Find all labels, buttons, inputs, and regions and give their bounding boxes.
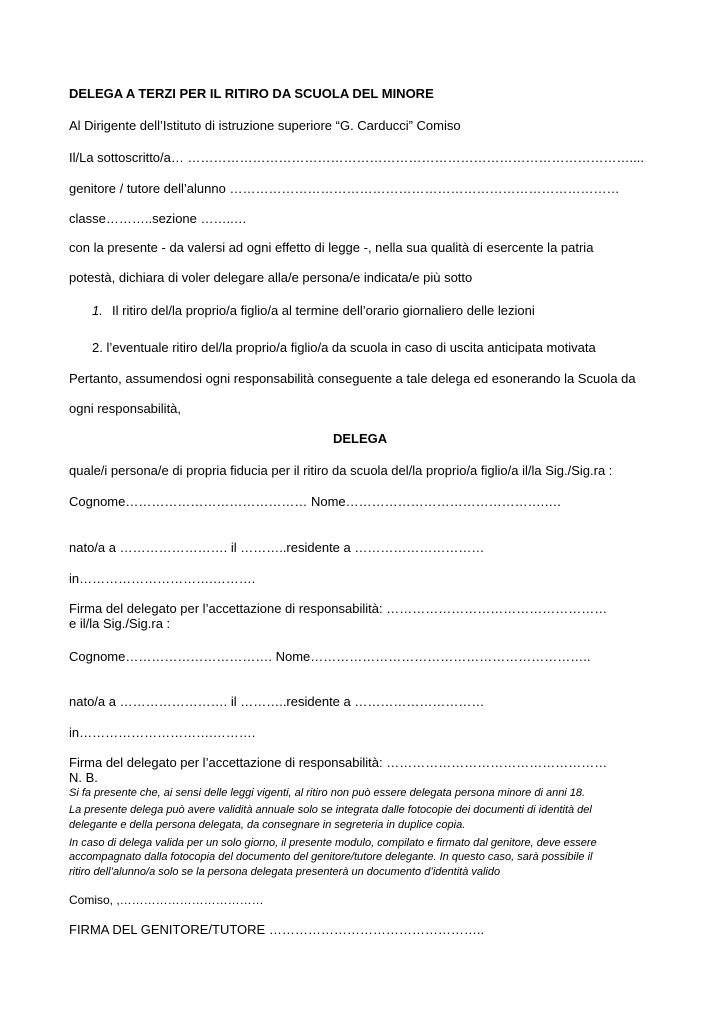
parent-signature-line: FIRMA DEL GENITORE/TUTORE ………………………………………….. [69, 922, 485, 937]
undersigned-line: Il/La sottoscritto/a… ………………………………………………………………………………………….... [69, 150, 644, 165]
place-date-line: Comiso, ,……………………………… [69, 893, 264, 907]
and-person-line: e il/la Sig./Sig.ra : [69, 616, 171, 631]
person1-name-line: Cognome…………………………………… Nome……………………………………….…. [69, 494, 561, 509]
nb-label: N. B. [69, 770, 98, 785]
item-1-text: Il ritiro del/la proprio/a figlio/a al termine dell’orario giornaliero delle lezioni [112, 303, 535, 318]
trusted-persons-line: quale/i persona/e di propria fiducia per il ritiro da scuola del/la proprio/a figlio/a il/la Sig./Sig.ra : [69, 463, 613, 478]
note-line: Si fa presente che, ai sensi delle leggi vigenti, al ritiro non può essere delegata persona minore di anni 18. [69, 787, 586, 799]
note-line: La presente delega può avere validità annuale solo se integrata dalle fotocopie dei documenti di identità del [69, 804, 592, 816]
note-line: In caso di delega valida per un solo giorno, il presente modulo, compilato e firmato dal genitore, deve essere [69, 837, 597, 849]
delega-heading: DELEGA [333, 431, 388, 446]
person2-signature-line: Firma del delegato per l’accettazione di responsabilità: …………………………………………… [69, 755, 608, 770]
note-line: delegante e della persona delegata, da consegnare in segreteria in duplice copia. [69, 819, 466, 831]
intro-line-1: con la presente - da valersi ad ogni effetto di legge -, nella sua qualità di esercente la patria [69, 240, 594, 255]
document-title: DELEGA A TERZI PER IL RITIRO DA SCUOLA DEL MINORE [69, 86, 434, 101]
parent-line: genitore / tutore dell’alunno ……………………………………………………………………………… [69, 181, 620, 196]
item-1-number: 1. [92, 303, 103, 318]
person2-birth-line: nato/a a ……………………. il ………..residente a ………………………… [69, 694, 485, 709]
therefore-line-1: Pertanto, assumendosi ogni responsabilità conseguente a tale delega ed esonerando la Scuola da [69, 371, 636, 386]
note-line: accompagnato dalla fotocopia del documento del genitore/tutore delegante. In questo caso, sarà possibile il [69, 851, 593, 863]
person1-signature-line: Firma del delegato per l’accettazione di responsabilità: …………………………………………… [69, 601, 608, 616]
person2-name-line: Cognome……………………………. Nome……………………………………………………….. [69, 649, 591, 664]
person2-in-line: in………………………….………. [69, 725, 256, 740]
class-section-line: classe………..sezione ……..… [69, 211, 247, 226]
person1-birth-line: nato/a a ……………………. il ………..residente a ………………………… [69, 540, 485, 555]
recipient-line: Al Dirigente dell’Istituto di istruzione superiore “G. Carducci” Comiso [69, 118, 461, 133]
note-line: ritiro dell’alunno/a solo se la persona delegata presenterà un documento d’identità valido [69, 866, 501, 878]
item-2-text: 2. l’eventuale ritiro del/la proprio/a figlio/a da scuola in caso di uscita anticipata motivata [92, 340, 596, 355]
person1-in-line: in………………………….………. [69, 571, 256, 586]
therefore-line-2: ogni responsabilità, [69, 401, 182, 416]
intro-line-2: potestà, dichiara di voler delegare alla/e persona/e indicata/e più sotto [69, 270, 473, 285]
